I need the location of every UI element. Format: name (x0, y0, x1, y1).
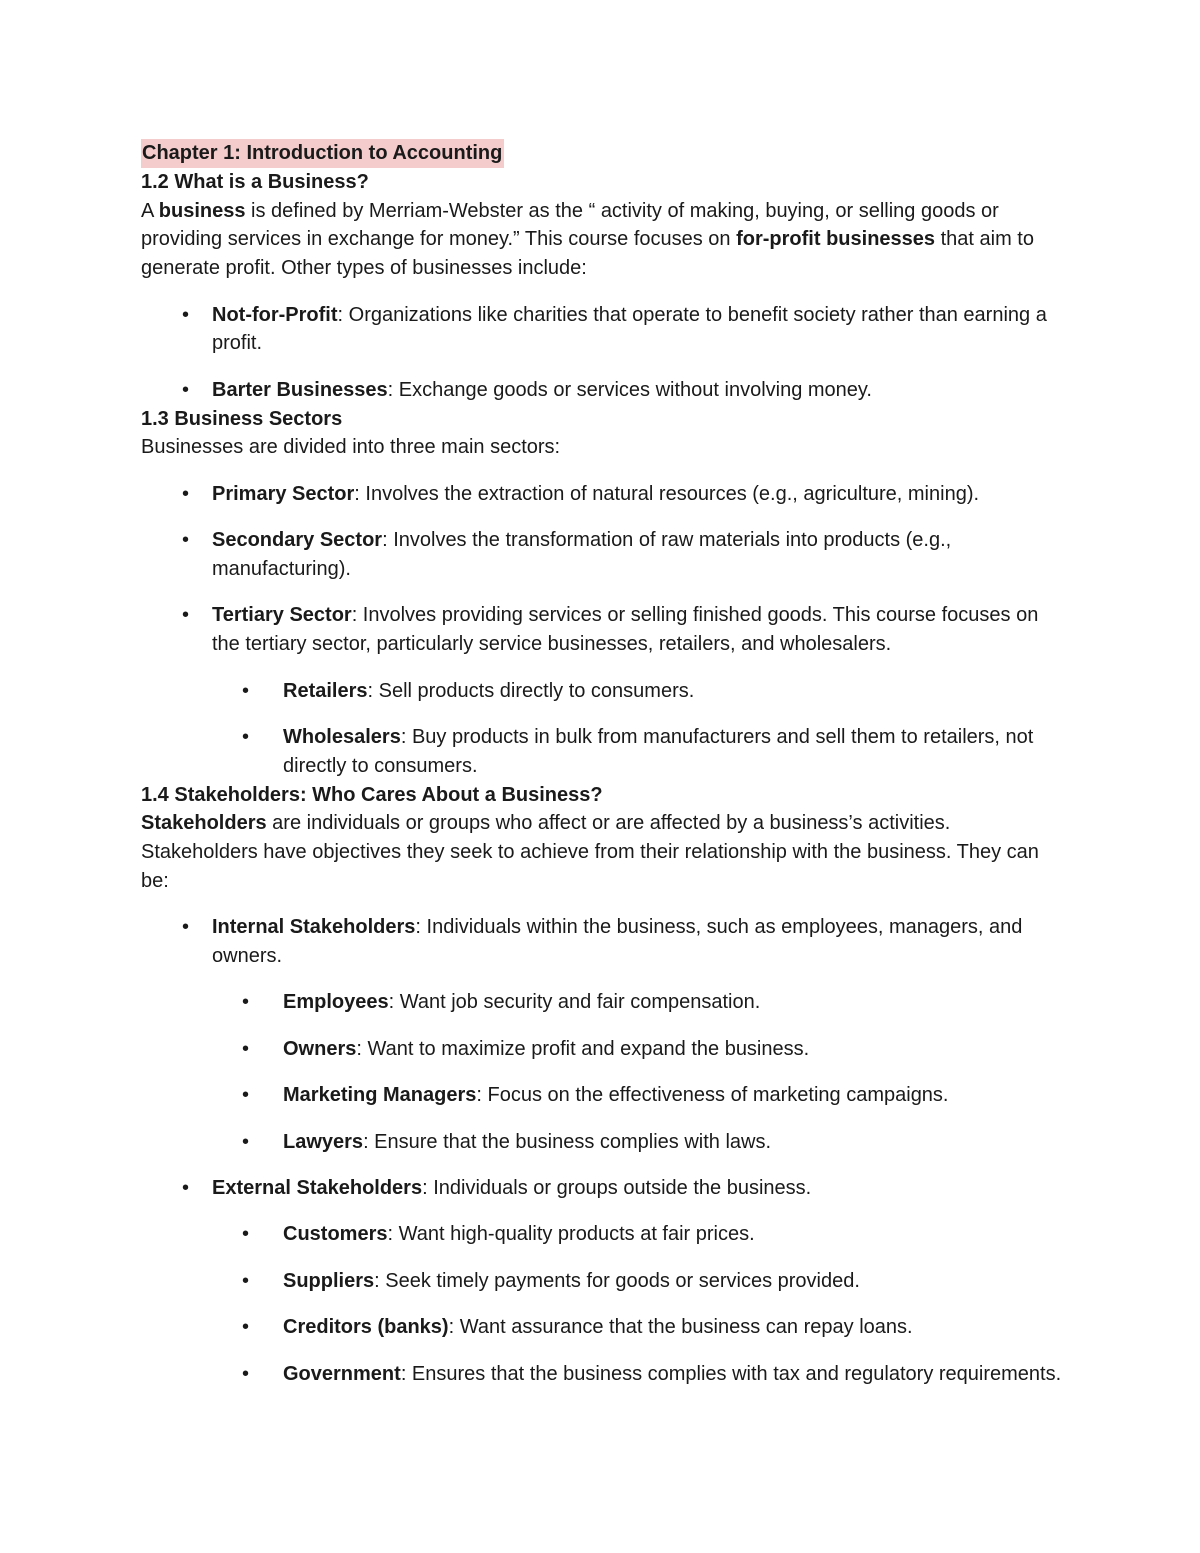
bullet-icon: • (242, 991, 250, 1014)
chapter-title: Chapter 1: Introduction to Accounting (141, 139, 504, 168)
paragraph-text: A (141, 199, 159, 222)
list-item-term: Tertiary Sector (212, 604, 352, 627)
list-item-desc: : Focus on the effectiveness of marketing campaigns. (476, 1084, 949, 1107)
list-item-wholesalers (240, 723, 1071, 781)
paragraph-text: are individuals or groups who affect or are affected by a business’s activities. Stakeholders have objectives they seek to achieve from their relationship with the business. They can be: (141, 812, 1039, 892)
list-item-tertiary-sector (180, 601, 1071, 659)
list-item-term: Customers (283, 1223, 388, 1246)
section-heading-1-3: 1.3 Business Sectors (141, 407, 343, 430)
list-item-term: Primary Sector (212, 482, 355, 505)
list-item-term: Suppliers (283, 1269, 375, 1292)
bullet-icon: • (182, 916, 190, 939)
list-item-term: Retailers (283, 679, 368, 702)
list-item-term: Wholesalers (283, 725, 401, 748)
business-definition-paragraph (141, 197, 1071, 283)
bullet-icon: • (182, 529, 190, 552)
list-item-desc: : Want high-quality products at fair prices. (387, 1223, 755, 1246)
list-item-desc: : Individuals within the business, such as employees, managers, and owners. (212, 916, 1023, 968)
list-item-owners (240, 1035, 1071, 1064)
list-item-term: Barter Businesses (212, 378, 388, 401)
stakeholders-intro-paragraph (141, 809, 1071, 895)
sectors-intro-paragraph: Businesses are divided into three main sectors: (141, 436, 561, 459)
list-item-term: Employees (283, 991, 389, 1014)
list-item-lawyers (240, 1128, 1071, 1157)
list-item-term: External Stakeholders (212, 1177, 423, 1200)
list-item-term: Owners (283, 1037, 357, 1060)
paragraph-text: is defined by Merriam-Webster as the “ activity of making, buying, or selling goods or providing services in exchange for money.” This course focuses on (141, 199, 999, 251)
list-item-desc: : Want to maximize profit and expand the business. (356, 1037, 810, 1060)
list-item-term: Marketing Managers (283, 1084, 477, 1107)
list-item-desc: : Exchange goods or services without involving money. (387, 378, 872, 401)
list-item-desc: : Ensures that the business complies with tax and regulatory requirements. (400, 1362, 1062, 1385)
section-heading-1-4: 1.4 Stakeholders: Who Cares About a Business? (141, 783, 603, 806)
list-item-desc: : Involves the extraction of natural resources (e.g., agriculture, mining). (354, 482, 980, 505)
bullet-icon: • (242, 1084, 250, 1107)
list-item-term: Not-for-Profit (212, 303, 338, 326)
paragraph-text: that aim to generate profit. Other types of businesses include: (141, 228, 1034, 280)
list-item-secondary-sector (180, 526, 1071, 584)
list-item-term: Lawyers (283, 1130, 364, 1153)
list-item-desc: : Organizations like charities that operate to benefit society rather than earning a profit. (212, 303, 1047, 355)
list-item-marketing-managers (240, 1081, 1071, 1110)
bold-term: Stakeholders (141, 812, 267, 835)
list-item-internal-stakeholders (180, 913, 1071, 971)
bullet-icon: • (242, 1223, 250, 1246)
bullet-icon: • (182, 604, 190, 627)
list-item-suppliers (240, 1267, 1071, 1296)
list-item-desc: : Buy products in bulk from manufacturers and sell them to retailers, not directly to consumers. (283, 725, 1034, 777)
list-item-not-for-profit (180, 301, 1071, 359)
list-item-primary-sector (180, 480, 1071, 509)
list-item-desc: : Sell products directly to consumers. (367, 679, 695, 702)
bold-term: business (158, 199, 246, 222)
list-item-desc: : Involves the transformation of raw materials into products (e.g., manufacturing). (212, 529, 952, 580)
list-item-term: Secondary Sector (212, 529, 383, 552)
document-body (141, 139, 1071, 1388)
bullet-icon: • (182, 482, 190, 505)
list-item-term: Internal Stakeholders (212, 916, 416, 939)
bullet-icon: • (182, 378, 190, 401)
list-item-retailers (240, 677, 1071, 706)
list-item-desc: : Seek timely payments for goods or services provided. (374, 1269, 860, 1292)
list-item-desc: : Want assurance that the business can repay loans. (448, 1316, 913, 1339)
list-item-external-stakeholders (180, 1174, 1071, 1203)
bold-term: for-profit businesses (736, 228, 936, 251)
bullet-icon: • (182, 303, 190, 326)
list-item-term: Creditors (banks) (283, 1316, 449, 1339)
list-item-barter-businesses (180, 376, 1071, 405)
section-heading-1-2: 1.2 What is a Business? (141, 170, 369, 193)
list-item-employees (240, 988, 1071, 1017)
list-item-creditors (240, 1313, 1071, 1342)
list-item-government (240, 1360, 1071, 1389)
list-item-customers (240, 1220, 1071, 1249)
bullet-icon: • (242, 1316, 250, 1339)
bullet-icon: • (242, 1362, 250, 1385)
list-item-desc: : Want job security and fair compensation. (388, 991, 761, 1014)
list-item-desc: : Individuals or groups outside the business. (422, 1177, 812, 1200)
bullet-icon: • (242, 1130, 250, 1153)
bullet-icon: • (242, 679, 250, 702)
bullet-icon: • (242, 1269, 250, 1292)
bullet-icon: • (182, 1177, 190, 1200)
list-item-desc: : Ensure that the business complies with laws. (363, 1130, 772, 1153)
list-item-term: Government (283, 1362, 401, 1385)
list-item-desc: : Involves providing services or selling finished goods. This course focuses on the tertiary sector, particularly service businesses, retailers, and wholesalers. (212, 604, 1039, 656)
bullet-icon: • (242, 1037, 250, 1060)
bullet-icon: • (242, 725, 250, 748)
